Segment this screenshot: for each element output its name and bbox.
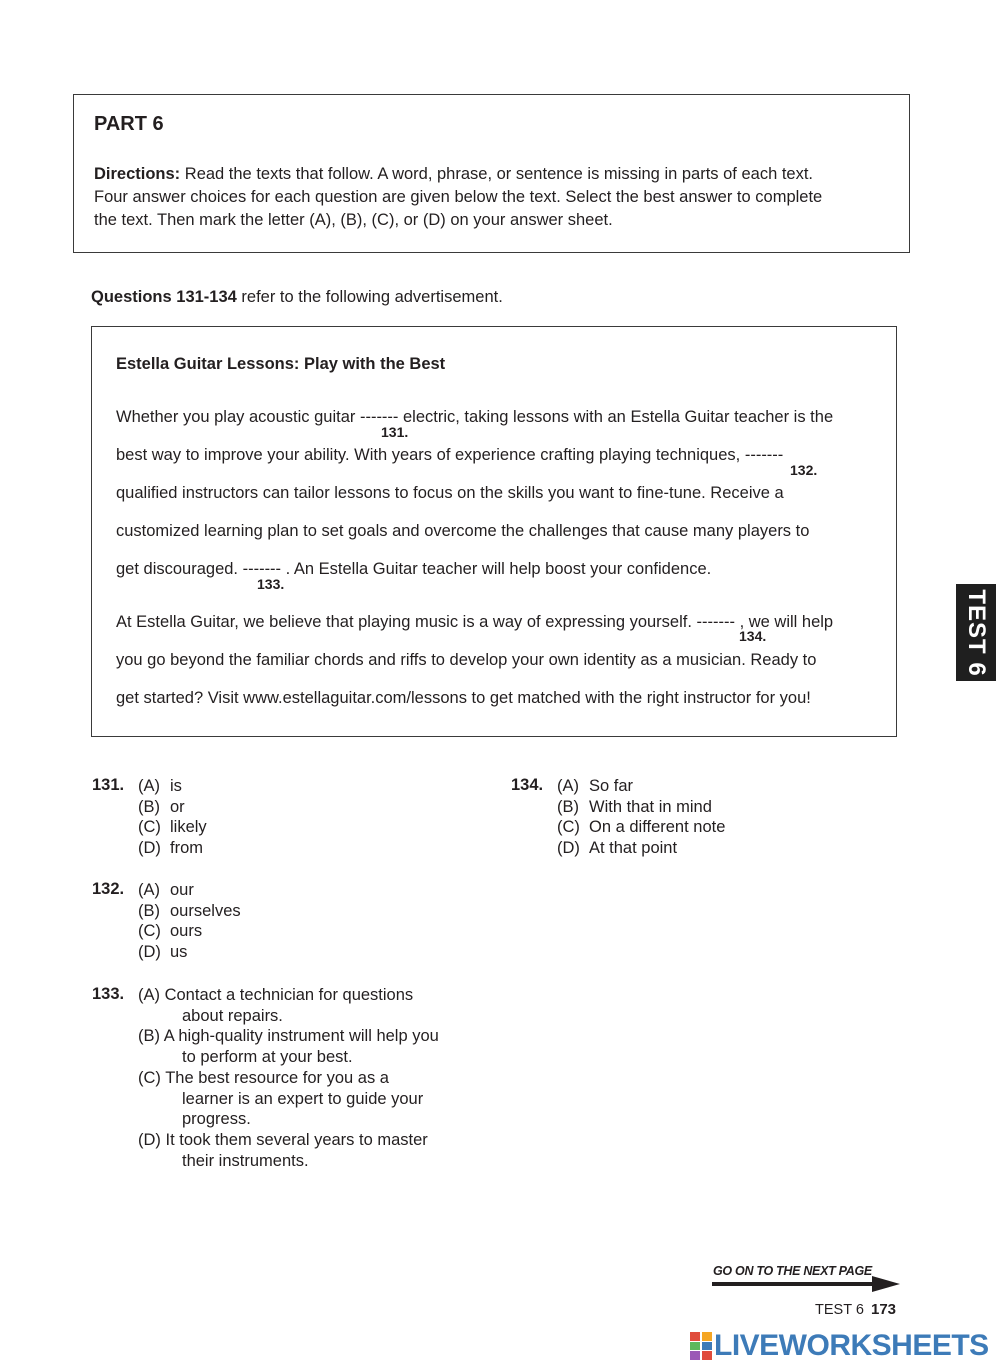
footer-test-label: TEST 6 — [815, 1302, 864, 1318]
option-letter: (D) — [138, 943, 161, 962]
liveworksheets-logo-icon — [690, 1332, 712, 1360]
option-text: us — [170, 943, 188, 962]
option-text: A high-quality instrument will help you — [163, 1027, 439, 1046]
directions-label: Directions: — [94, 165, 181, 183]
directions-line-3: the text. Then mark the letter (A), (B), (C), or (D) on your answer sheet. — [94, 211, 613, 229]
option-text: ours — [170, 922, 203, 941]
option-letter: (C) — [138, 922, 161, 941]
option-letter: (A) — [138, 881, 160, 899]
option-131-a[interactable] — [138, 776, 207, 797]
option-letter: (B) — [138, 901, 160, 920]
option-letter: (B) — [138, 1027, 160, 1046]
option-text: At that point — [589, 839, 678, 858]
option-text-cont: to perform at your best. — [182, 1048, 353, 1067]
option-132-a[interactable] — [138, 880, 241, 901]
option-text-cont: learner is an expert to guide your — [182, 1089, 424, 1108]
test-side-tab-label: TEST 6 — [963, 588, 990, 677]
blank-number-132: 132. — [790, 462, 818, 478]
option-134-a[interactable] — [557, 776, 725, 797]
ad-line-7: you go beyond the familiar chords and riffs to develop your own identity as a musician. Ready to — [116, 651, 817, 669]
blank-number-134: 134. — [739, 628, 767, 644]
option-letter: (D) — [138, 1130, 161, 1149]
option-letter: (A) — [557, 777, 579, 795]
option-text: With that in mind — [589, 797, 712, 816]
option-letter: (B) — [557, 797, 579, 816]
next-page-label: GO ON TO THE NEXT PAGE — [713, 1264, 872, 1278]
option-133-c[interactable] — [138, 1068, 439, 1130]
questions-range: Questions 131-134 — [91, 288, 237, 306]
blank-number-131: 131. — [381, 424, 409, 440]
option-letter: (D) — [138, 839, 161, 858]
option-letter: (B) — [138, 797, 160, 816]
liveworksheets-logo — [690, 1330, 989, 1362]
part-title: PART 6 — [94, 113, 164, 135]
option-text: is — [170, 777, 182, 795]
option-131-c[interactable] — [138, 817, 207, 838]
ad-line-6: At Estella Guitar, we believe that playing music is a way of expressing yourself. ------- , we will help — [116, 613, 834, 631]
option-text: Contact a technician for questions — [164, 986, 414, 1004]
questions-intro — [91, 288, 503, 307]
option-134-c[interactable] — [557, 817, 725, 838]
option-134-d[interactable] — [557, 838, 725, 859]
option-133-d[interactable] — [138, 1130, 439, 1171]
option-133-a[interactable] — [138, 985, 439, 1026]
directions-text — [94, 163, 894, 232]
option-text: ourselves — [170, 901, 241, 920]
question-number-133: 133. — [92, 985, 125, 1003]
question-131-options — [138, 776, 207, 859]
option-132-d[interactable] — [138, 942, 241, 963]
question-number-132: 132. — [92, 880, 125, 898]
questions-intro-rest: refer to the following advertisement. — [236, 288, 503, 306]
question-number-131: 131. — [92, 776, 125, 794]
option-text: On a different note — [589, 818, 726, 837]
page-number: 173 — [871, 1301, 897, 1318]
question-134-options — [557, 776, 725, 859]
arrow-right-icon — [712, 1276, 900, 1292]
ad-line-1: Whether you play acoustic guitar ------- electric, taking lessons with an Estella Guitar teacher is the — [116, 408, 834, 426]
directions-line-1: Read the texts that follow. A word, phrase, or sentence is missing in parts of each text. — [180, 165, 814, 183]
option-text: our — [170, 881, 194, 899]
test-side-tab — [956, 584, 996, 681]
option-text: likely — [170, 818, 207, 837]
option-131-d[interactable] — [138, 838, 207, 859]
directions-line-2: Four answer choices for each question are given below the text. Select the best answer to complete — [94, 188, 823, 206]
ad-line-5: get discouraged. ------- . An Estella Guitar teacher will help boost your confidence. — [116, 560, 712, 578]
option-text-cont: their instruments. — [182, 1151, 309, 1170]
option-131-b[interactable] — [138, 797, 207, 818]
option-letter: (D) — [557, 839, 580, 858]
option-133-b[interactable] — [138, 1026, 439, 1067]
option-letter: (C) — [138, 1068, 161, 1087]
blank-number-133: 133. — [257, 576, 285, 592]
option-text-cont: about repairs. — [182, 1006, 283, 1025]
ad-line-4: customized learning plan to set goals and overcome the challenges that cause many players to — [116, 522, 810, 540]
liveworksheets-wordmark: LIVEWORKSHEETS — [714, 1329, 989, 1362]
question-132-options — [138, 880, 241, 963]
question-number-134: 134. — [511, 776, 544, 794]
ad-line-2: best way to improve your ability. With years of experience crafting playing techniques, ------- — [116, 446, 784, 464]
option-text: or — [170, 797, 185, 816]
option-letter: (A) — [138, 986, 160, 1004]
option-text-cont: progress. — [182, 1110, 251, 1129]
option-text: The best resource for you as a — [165, 1068, 389, 1087]
option-text: It took them several years to master — [165, 1130, 428, 1149]
option-132-c[interactable] — [138, 921, 241, 942]
ad-line-8: get started? Visit www.estellaguitar.com/lessons to get matched with the right instructor for you! — [116, 689, 811, 707]
option-text: So far — [589, 777, 634, 795]
option-letter: (A) — [138, 777, 160, 795]
option-text: from — [170, 839, 203, 858]
option-letter: (C) — [557, 818, 580, 837]
option-134-b[interactable] — [557, 797, 725, 818]
option-letter: (C) — [138, 818, 161, 837]
option-132-b[interactable] — [138, 901, 241, 922]
advertisement-title: Estella Guitar Lessons: Play with the Best — [116, 355, 446, 373]
question-133-options — [138, 985, 439, 1171]
ad-line-3: qualified instructors can tailor lessons to focus on the skills you want to fine-tune. Receive a — [116, 484, 784, 502]
